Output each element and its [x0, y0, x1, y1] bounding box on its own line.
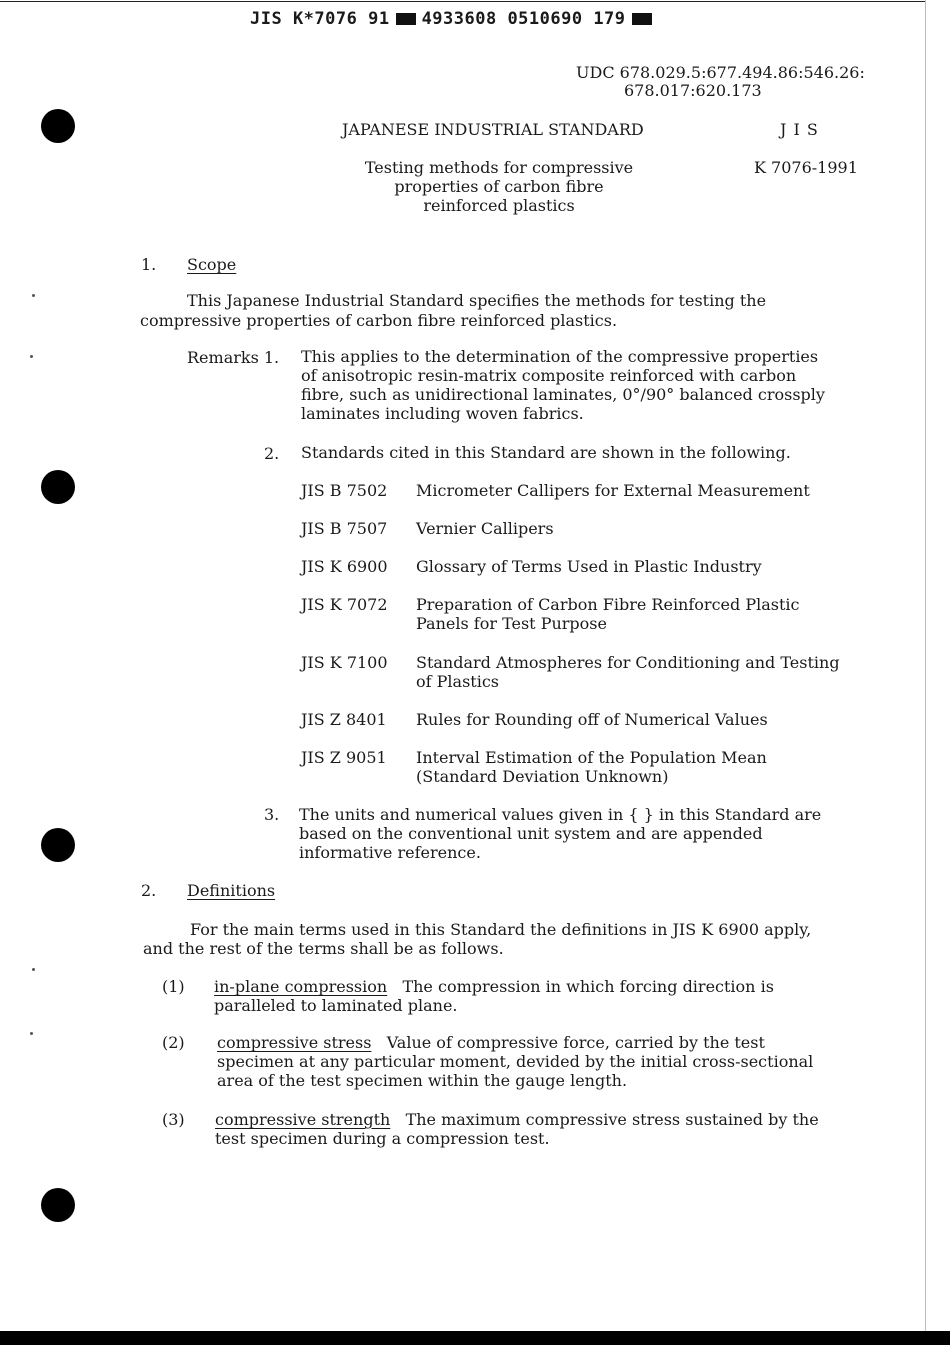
definition-line2: test specimen during a compression test.	[215, 1129, 550, 1148]
definition-line3: area of the test specimen within the gauge length.	[217, 1071, 628, 1090]
cited-title	[416, 653, 840, 691]
remark1-line3: fibre, such as unidirectional laminates, 0°/90° balanced crossply	[301, 385, 825, 404]
cited-code: JIS B 7507	[301, 519, 388, 538]
cited-title	[416, 748, 767, 786]
cited-code: JIS Z 9051	[301, 748, 387, 767]
definition-line1: The compression in which forcing direction is	[402, 977, 774, 996]
cited-title-line1: Interval Estimation of the Population Mean	[416, 748, 767, 767]
section1-number: 1.	[141, 255, 157, 274]
scan-speck	[32, 968, 35, 971]
punch-hole-icon	[41, 109, 75, 143]
remark3-text	[299, 805, 821, 862]
remark1-line2: of anisotropic resin-matrix composite reinforced with carbon	[301, 366, 797, 385]
definition-item	[215, 1110, 819, 1148]
title-line1: Testing methods for compressive	[364, 158, 634, 177]
definition-term: compressive strength	[215, 1110, 391, 1129]
standard-org: JAPANESE INDUSTRIAL STANDARD	[342, 120, 644, 139]
barcode-block-icon	[632, 13, 652, 25]
cited-title-line2: of Plastics	[416, 672, 499, 691]
scan-speck	[32, 294, 35, 297]
definition-term: in-plane compression	[214, 977, 388, 996]
header-code-part2: 4933608 0510690 179	[421, 9, 626, 29]
punch-hole-icon	[41, 828, 75, 862]
definition-line2: specimen at any particular moment, devided by the initial cross-sectional	[217, 1052, 814, 1071]
udc-line2: 678.017:620.173	[624, 81, 762, 100]
definition-line1: The maximum compressive stress sustained by the	[405, 1110, 819, 1129]
definition-number: (3)	[162, 1110, 185, 1129]
definition-item	[217, 1033, 813, 1090]
standard-number: K 7076-1991	[754, 158, 858, 177]
cited-title: Glossary of Terms Used in Plastic Industry	[416, 557, 762, 576]
punch-hole-icon	[41, 1188, 75, 1222]
cited-title: Micrometer Callipers for External Measurement	[416, 481, 810, 500]
udc-line1: UDC 678.029.5:677.494.86:546.26:	[576, 63, 865, 82]
section2-number: 2.	[141, 881, 157, 900]
jis-mark: J I S	[780, 120, 819, 139]
definition-line1: Value of compressive force, carried by the test	[386, 1033, 765, 1052]
scan-top-edge	[0, 1, 925, 2]
punch-hole-icon	[41, 470, 75, 504]
remark2-text: Standards cited in this Standard are shown in the following.	[301, 443, 791, 462]
definition-number: (1)	[162, 977, 185, 996]
scope-para-line2: compressive properties of carbon fibre reinforced plastics.	[140, 311, 618, 330]
header-code-part1: JIS K*7076 91	[250, 9, 390, 29]
remarks-label: Remarks 1.	[187, 348, 280, 367]
remark2-number: 2.	[264, 444, 280, 463]
section2-heading: Definitions	[187, 881, 276, 900]
scan-right-edge	[925, 0, 926, 1345]
remark3-number: 3.	[264, 805, 280, 824]
title-line2: properties of carbon fibre	[394, 177, 604, 196]
remark1-text	[301, 347, 825, 423]
scan-speck	[30, 1032, 33, 1035]
document-header-code	[250, 10, 658, 29]
cited-code: JIS Z 8401	[301, 710, 387, 729]
remark3-line3: informative reference.	[299, 843, 481, 862]
definition-item	[214, 977, 774, 1015]
definitions-intro-line2: and the rest of the terms shall be as follows.	[143, 939, 504, 958]
cited-title	[416, 595, 799, 633]
remark1-line1: This applies to the determination of the compressive properties	[301, 347, 819, 366]
scan-bottom-edge	[0, 1331, 950, 1345]
definition-line2: paralleled to laminated plane.	[214, 996, 458, 1015]
remark3-line2: based on the conventional unit system and are appended	[299, 824, 763, 843]
cited-title: Vernier Callipers	[416, 519, 554, 538]
scan-speck	[30, 355, 33, 358]
cited-title-line1: Standard Atmospheres for Conditioning and Testing	[416, 653, 840, 672]
remark3-line1: The units and numerical values given in { } in this Standard are	[299, 805, 822, 824]
title-line3: reinforced plastics	[423, 196, 575, 215]
cited-code: JIS K 7072	[301, 595, 388, 614]
cited-title-line2: (Standard Deviation Unknown)	[416, 767, 669, 786]
cited-code: JIS K 7100	[301, 653, 388, 672]
barcode-block-icon	[396, 13, 416, 25]
scope-para-line1: This Japanese Industrial Standard specifies the methods for testing the	[187, 291, 767, 310]
remark1-line4: laminates including woven fabrics.	[301, 404, 584, 423]
cited-title: Rules for Rounding off of Numerical Values	[416, 710, 768, 729]
cited-title-line1: Preparation of Carbon Fibre Reinforced Plastic	[416, 595, 800, 614]
definitions-intro-line1: For the main terms used in this Standard the definitions in JIS K 6900 apply,	[190, 920, 812, 939]
cited-code: JIS B 7502	[301, 481, 388, 500]
document-title	[349, 158, 649, 215]
definition-term: compressive stress	[217, 1033, 372, 1052]
cited-title-line2: Panels for Test Purpose	[416, 614, 607, 633]
cited-code: JIS K 6900	[301, 557, 388, 576]
section1-heading: Scope	[187, 255, 237, 274]
definition-number: (2)	[162, 1033, 185, 1052]
